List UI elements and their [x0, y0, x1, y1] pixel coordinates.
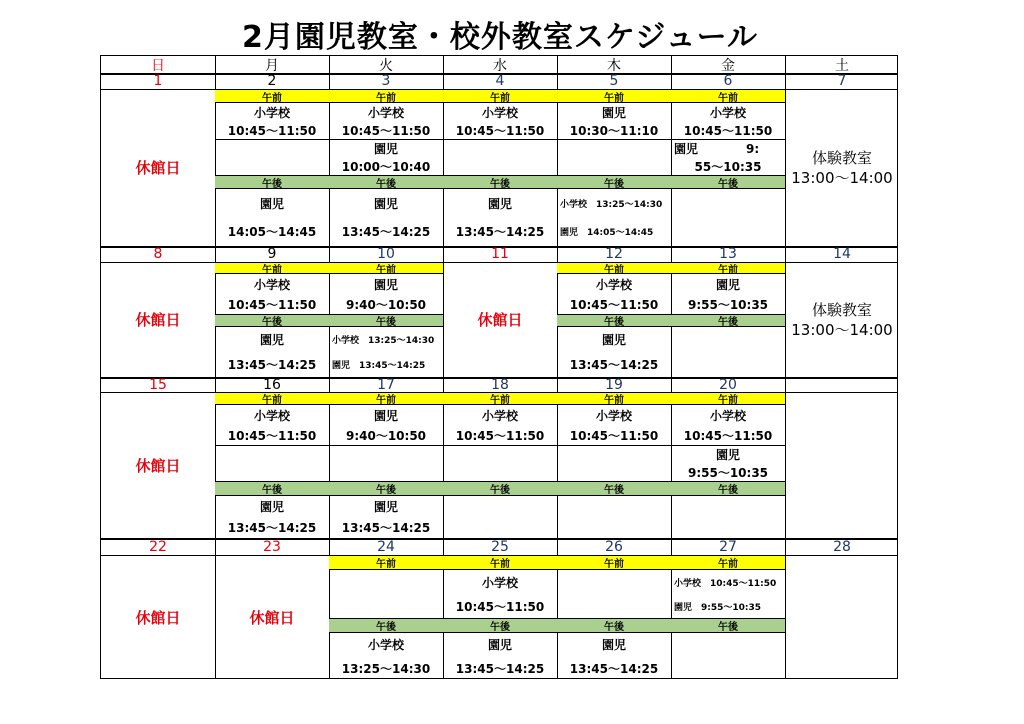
session-time: 10:45〜11:50	[455, 123, 545, 138]
date-number: 10	[377, 246, 395, 262]
taiken-title: 体験教室	[811, 148, 872, 167]
date-number: 27	[719, 538, 737, 555]
session-time: 13:45〜14:25	[341, 521, 431, 535]
pm-bar: 午後	[557, 175, 671, 189]
cell-divider	[557, 445, 671, 446]
pm-bar: 午後	[329, 175, 443, 189]
date-number: 26	[605, 538, 623, 555]
session-name: 園児	[259, 333, 284, 347]
pm-bar: 午後	[329, 314, 443, 327]
session-time: 10:45〜11:50	[683, 428, 773, 443]
am-bar: 午前	[443, 392, 557, 405]
session-name: 小学校	[253, 408, 290, 423]
am-bar: 午前	[329, 262, 443, 274]
session-name: 小学校	[595, 277, 632, 292]
date-number	[785, 377, 899, 392]
date-number: 3	[381, 73, 391, 89]
date-number: 17	[377, 376, 395, 393]
session-time: 10:30〜11:10	[569, 123, 659, 138]
weekday-header: 金	[721, 57, 735, 74]
pm-bar: 午後	[329, 481, 443, 496]
session-name: 園児	[373, 196, 398, 211]
weekday-header: 火	[379, 57, 393, 74]
session-time: 10:00〜10:40	[341, 159, 431, 174]
closed-label: 休館日	[135, 159, 181, 177]
date-number: 14	[833, 246, 851, 262]
session-name: 園児	[373, 408, 398, 423]
session-name: 小学校	[367, 105, 404, 120]
session-time: 9:40〜10:50	[345, 297, 427, 312]
date-number: 25	[491, 538, 509, 555]
cell-divider	[215, 445, 329, 446]
session-time: 13:45〜14:25	[227, 521, 317, 535]
date-number: 24	[377, 538, 395, 555]
am-bar: 午前	[215, 392, 329, 405]
session-time: 13:45〜14:25	[341, 225, 431, 240]
session-name: 園児 9:	[674, 141, 760, 156]
session-time: 10:45〜11:50	[227, 428, 317, 443]
session-name: 園児	[373, 277, 398, 292]
date-number: 2	[267, 73, 277, 89]
am-bar: 午前	[557, 89, 671, 103]
pm-bar: 午後	[443, 618, 557, 633]
session-time: 10:45〜11:50	[227, 123, 317, 138]
session-time: 園児 13:45〜14:25	[332, 361, 426, 371]
session-time: 園児 14:05〜14:45	[560, 228, 654, 239]
cell-divider	[329, 445, 443, 446]
schedule-calendar	[100, 55, 898, 679]
session-name: 園児	[373, 141, 398, 156]
date-number: 18	[491, 376, 509, 393]
session-time: 10:45〜11:50	[569, 428, 659, 443]
session-time: 13:45〜14:25	[569, 661, 659, 676]
am-bar: 午前	[329, 392, 443, 405]
closed-label: 休館日	[135, 609, 181, 627]
pm-bar: 午後	[443, 175, 557, 189]
session-name: 園児	[601, 105, 626, 120]
session-time: 9:55〜10:35	[687, 297, 769, 312]
pm-bar: 午後	[215, 481, 329, 496]
session-name: 小学校 13:25〜14:30	[560, 199, 663, 210]
pm-bar: 午後	[671, 481, 785, 496]
weekday-header: 水	[493, 57, 507, 74]
am-bar: 午前	[329, 555, 443, 570]
session-time: 9:55〜10:35	[687, 465, 769, 480]
session-time: 10:45〜11:50	[569, 297, 659, 312]
session-name: 小学校	[481, 408, 518, 423]
session-name: 小学校	[253, 277, 290, 292]
am-bar: 午前	[215, 262, 329, 274]
session-name: 小学校	[253, 105, 290, 120]
taiken-time: 13:00〜14:00	[791, 320, 893, 339]
cell-divider	[215, 139, 329, 140]
date-number: 4	[495, 73, 505, 89]
weekday-header: 土	[835, 57, 849, 74]
date-number: 8	[153, 246, 163, 262]
cell-divider	[443, 445, 557, 446]
page-title: 2月園児教室・校外教室スケジュール	[241, 20, 759, 55]
session-name: 小学校 13:25〜14:30	[332, 336, 435, 346]
pm-bar: 午後	[671, 618, 785, 633]
taiken-time: 13:00〜14:00	[791, 168, 893, 187]
session-time: 10:45〜11:50	[455, 599, 545, 614]
closed-label: 休館日	[477, 311, 523, 329]
am-bar: 午前	[671, 89, 785, 103]
date-number: 9	[267, 246, 277, 262]
date-number: 12	[605, 246, 623, 262]
am-bar: 午前	[329, 89, 443, 103]
closed-label: 休館日	[135, 311, 181, 329]
pm-bar: 午後	[215, 175, 329, 189]
session-time: 13:45〜14:25	[569, 358, 659, 372]
session-name: 園児	[601, 638, 626, 653]
pm-bar: 午後	[557, 481, 671, 496]
session-name: 園児	[715, 277, 740, 292]
date-number: 13	[719, 246, 737, 262]
date-number: 19	[605, 376, 623, 393]
session-time: 13:25〜14:30	[341, 661, 431, 676]
session-time: 9:40〜10:50	[345, 428, 427, 443]
session-time: 13:45〜14:25	[227, 358, 317, 372]
date-number: 22	[149, 538, 167, 555]
session-name: 園児	[373, 500, 398, 514]
session-time: 10:45〜11:50	[683, 123, 773, 138]
taiken-title: 体験教室	[811, 300, 872, 319]
session-name: 園児	[487, 638, 512, 653]
session-time: 13:45〜14:25	[455, 661, 545, 676]
session-time: 55〜10:35	[694, 159, 762, 174]
session-name: 小学校	[481, 575, 518, 590]
pm-bar: 午後	[671, 175, 785, 189]
session-name: 園児	[487, 196, 512, 211]
date-number: 5	[609, 73, 619, 89]
session-name: 園児	[259, 196, 284, 211]
am-bar: 午前	[443, 555, 557, 570]
session-time: 10:45〜11:50	[341, 123, 431, 138]
am-bar: 午前	[215, 89, 329, 103]
session-time: 園児 9:55〜10:35	[674, 602, 762, 613]
session-name: 小学校	[709, 408, 746, 423]
weekday-header: 木	[607, 57, 621, 74]
session-name: 小学校	[709, 105, 746, 120]
pm-bar: 午後	[329, 618, 443, 633]
am-bar: 午前	[671, 262, 785, 274]
am-bar: 午前	[557, 392, 671, 405]
session-time: 13:45〜14:25	[455, 225, 545, 240]
date-number: 15	[149, 376, 167, 393]
session-name: 小学校	[481, 105, 518, 120]
am-bar: 午前	[557, 262, 671, 274]
pm-bar: 午後	[557, 618, 671, 633]
am-bar: 午前	[443, 89, 557, 103]
session-name: 小学校	[595, 408, 632, 423]
closed-label: 休館日	[249, 609, 295, 627]
date-number: 23	[263, 538, 281, 555]
pm-bar: 午後	[215, 314, 329, 327]
date-number: 11	[491, 246, 509, 262]
pm-bar: 午後	[557, 314, 671, 327]
session-name: 小学校 10:45〜11:50	[674, 578, 777, 589]
am-bar: 午前	[671, 392, 785, 405]
am-bar: 午前	[671, 555, 785, 570]
session-name: 小学校	[367, 638, 404, 653]
session-name: 園児	[715, 447, 740, 462]
session-name: 園児	[601, 333, 626, 347]
session-time: 10:45〜11:50	[227, 297, 317, 312]
session-time: 10:45〜11:50	[455, 428, 545, 443]
date-number: 7	[837, 73, 847, 89]
date-number: 20	[719, 376, 737, 393]
session-name: 園児	[259, 500, 284, 514]
date-number: 1	[153, 73, 163, 89]
date-number: 28	[833, 538, 851, 555]
am-bar: 午前	[557, 555, 671, 570]
date-number: 16	[263, 376, 281, 393]
pm-bar: 午後	[671, 314, 785, 327]
date-number: 6	[723, 73, 733, 89]
pm-bar: 午後	[443, 481, 557, 496]
weekday-header: 日	[151, 57, 165, 74]
weekday-header: 月	[265, 57, 279, 74]
cell-divider	[557, 139, 671, 140]
closed-label: 休館日	[135, 456, 181, 475]
cell-divider	[443, 139, 557, 140]
session-time: 14:05〜14:45	[227, 225, 317, 240]
